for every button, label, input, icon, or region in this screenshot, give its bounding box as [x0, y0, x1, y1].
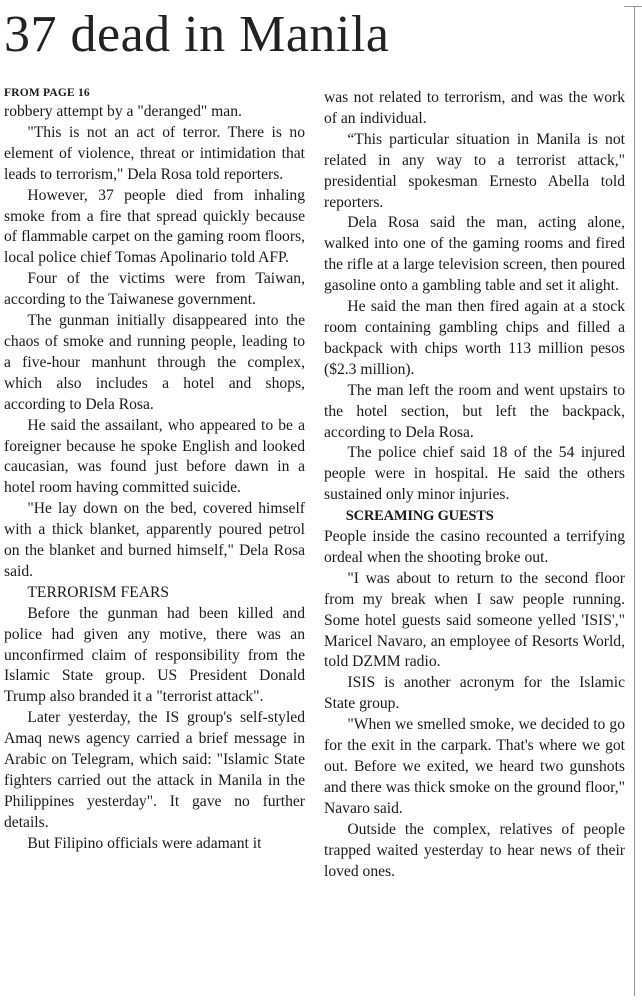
- paragraph: Outside the complex, relatives of people trapped waited yesterday to hear news of their loved ones.: [324, 820, 625, 880]
- paragraph: Before the gunman had been killed and police had given any motive, there was an unconfirmed claim of responsibility from the Islamic State group. US President Donald Trump also branded it a "terrorist attack".: [4, 604, 305, 706]
- paragraph: ISIS is another acronym for the Islamic State group.: [324, 674, 625, 713]
- paragraph: "When we smelled smoke, we decided to go for the exit in the carpark. That's where we got out. Before we exited, we heard two gunshots and there was thick smoke on the ground floor," Navaro said.: [324, 716, 625, 817]
- paragraph: But Filipino officials were adamant it: [27, 834, 262, 852]
- right-column: [324, 88, 625, 882]
- column-rule-divider: [634, 6, 635, 996]
- paragraph: He said the man then fired again at a stock room containing gambling chips and filled a backpack with chips worth 113 million pesos ($2.3 million).: [324, 298, 625, 378]
- top-rule-divider: [624, 6, 642, 7]
- paragraph: robbery attempt by a "deranged" man.: [4, 103, 242, 120]
- paragraph: "I was about to return to the second floor from my break when I saw people running. Some hotel guests said someone yelled 'ISIS'," Maricel Navaro, an employee of Resorts World, told DZMM radio.: [324, 569, 625, 671]
- paragraph: The police chief said 18 of the 54 injured people were in hospital. He said the others sustained only minor injuries.: [324, 444, 625, 504]
- paragraph: He said the assailant, who appeared to be a foreigner because he spoke English and looked caucasian, was found just before dawn in a hotel room having committed suicide.: [4, 416, 305, 497]
- left-column: [4, 86, 305, 855]
- paragraph: However, 37 people died from inhaling smoke from a fire that spread quickly because of flammable carpet on the gaming room floors, local police chief Tomas Apolinario told AFP.: [4, 186, 305, 267]
- subhead-screaming-guests: SCREAMING GUESTS: [345, 508, 494, 525]
- paragraph: The man left the room and went upstairs to the hotel section, but left the backpack, according to Dela Rosa.: [324, 381, 625, 441]
- paragraph: People inside the casino recounted a terrifying ordeal when the shooting broke out.: [324, 528, 625, 566]
- headline: 37 dead in Manila: [4, 6, 390, 63]
- paragraph: Dela Rosa said the man, acting alone, walked into one of the gaming rooms and fired the rifle at a large television screen, then poured gasoline onto a gambling table and set it alight.: [324, 214, 625, 295]
- paragraph: Later yesterday, the IS group's self-styled Amaq news agency carried a brief message in Arabic on Telegram, which said: "Islamic State fighters carried out the attack in Manila in the Philippines yesterday". It gave no further details.: [4, 709, 305, 831]
- continued-from-label: FROM PAGE 16: [4, 87, 90, 99]
- subhead-terrorism-fears: TERRORISM FEARS: [27, 583, 170, 601]
- paragraph: "This is not an act of terror. There is no element of violence, threat or intimidation that leads to terrorism," Dela Rosa told reporters.: [4, 123, 305, 183]
- paragraph: "He lay down on the bed, covered himself with a thick blanket, apparently poured petrol on the blanket and burned himself," Dela Rosa said.: [4, 500, 305, 580]
- paragraph: was not related to terrorism, and was the work of an individual.: [324, 89, 625, 127]
- paragraph: Four of the victims were from Taiwan, according to the Taiwanese government.: [4, 270, 305, 309]
- paragraph: “This particular situation in Manila is not related in any way to a terrorist attack," presidential spokesman Ernesto Abella told reporters.: [324, 130, 625, 211]
- paragraph: The gunman initially disappeared into the chaos of smoke and running people, leading to a five-hour manhunt through the complex, which also includes a hotel and shops, according to Dela Rosa.: [4, 312, 305, 413]
